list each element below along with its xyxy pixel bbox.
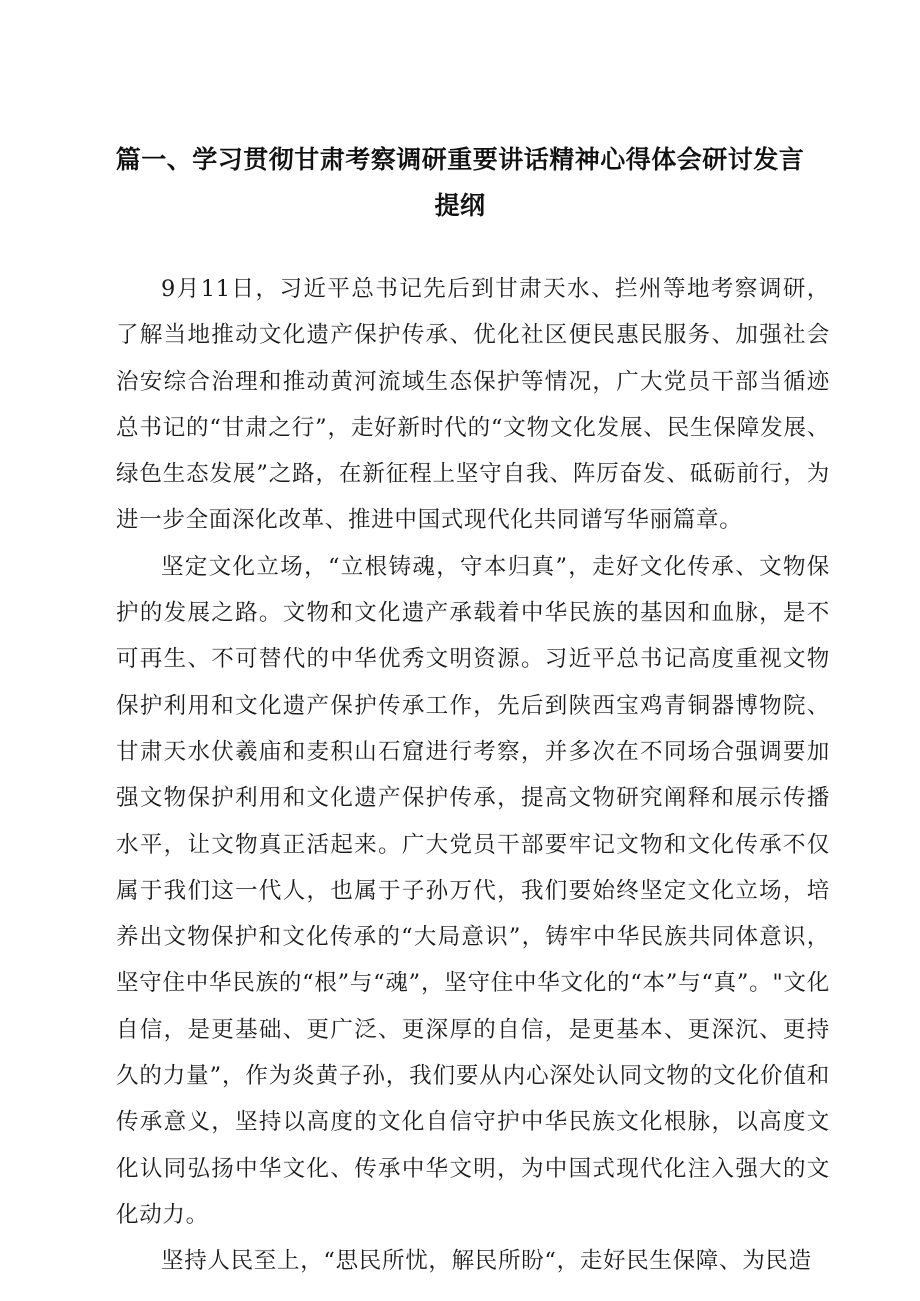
document-body — [116, 266, 830, 1285]
paragraph-people: 坚持人民至上，“思民所忧，解民所盼“，走好民生保障、为民造 — [161, 1248, 812, 1275]
paragraph-culture: 坚定文化立场，“立根铸魂，守本归真”，走好文化传承、文物保护的发展之路。文物和文化遗产承载着中华民族的基因和血脉，是不可再生、不可替代的中华优秀文明资源。习近平总书记高度重视文物保护利用和文化遗产保护传承工作，先后到陕西宝鸡青铜器博物院、甘肃天水伏羲庙和麦积山石窟进行考察，并多次在不同场合强调要加强文物保护利用和文化遗产保护传承，提高文物研究阐释和展示传播水平，让文物真正活起来。广大党员干部要牢记文物和文化传承不仅属于我们这一代人，也属于子孙万代，我们要始终坚定文化立场，培养出文物保护和文化传承的“大局意识”，铸牢中华民族共同体意识，坚守住中华民族的“根”与“魂”，坚守住中华文化的“本”与“真”。"文化自信，是更基础、更广泛、更深厚的自信，是更基本、更深沉、更持久的力量”，作为炎黄子孙，我们要从内心深处认同文物的文化价值和传承意义，坚持以高度的文化自信守护中华民族文化根脉，以高度文化认同弘扬中华文化、传承中华文明，为中国式现代化注入强大的文化动力。 — [116, 553, 830, 1228]
paragraph-intro: 9月11日，习近平总书记先后到甘肃天水、拦州等地考察调研，了解当地推动文化遗产保护传承、优化社区便民惠民服务、加强社会治安综合治理和推动黄河流域生态保护等情况，广大党员干部当循迹总书记的“甘肃之行”，走好新时代的“文物文化发展、民生保障发展、绿色生态发展”之路，在新征程上坚守自我、阵厉奋发、砥砺前行，为进一步全面深化改革、推进中国式现代化共同谱写华丽篇章。 — [116, 276, 830, 534]
document-title: 篇一、学习贯彻甘肃考察调研重要讲话精神心得体会研讨发言 — [115, 145, 805, 174]
document-title-continuation: 提纲 — [434, 191, 486, 220]
